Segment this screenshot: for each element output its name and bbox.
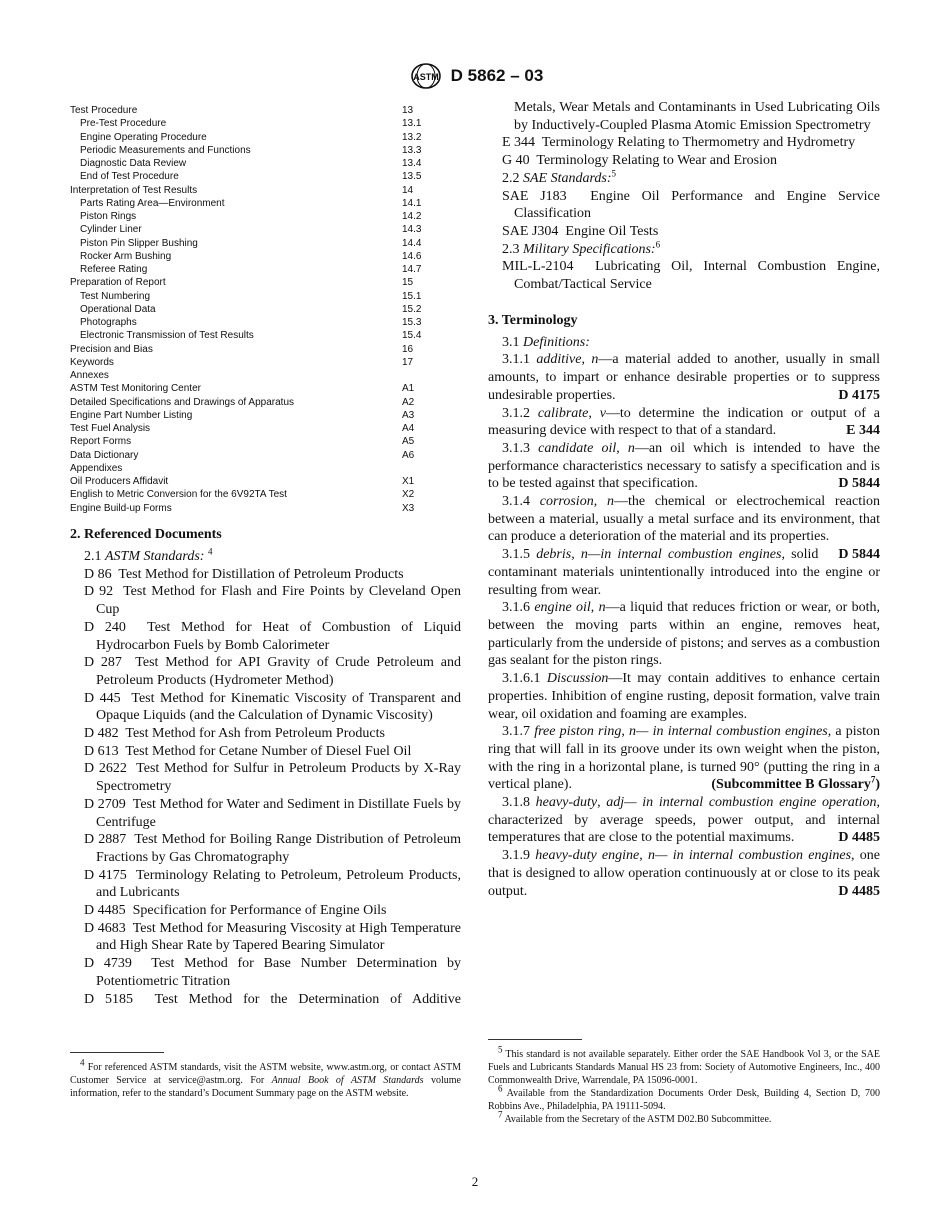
toc-row bbox=[70, 223, 470, 236]
discussion-label: Discussion bbox=[546, 671, 609, 687]
toc-label: Piston Rings bbox=[80, 211, 137, 222]
section-2-heading: 2. Referenced Documents bbox=[70, 527, 222, 542]
toc-section-number: 13.1 bbox=[402, 118, 422, 130]
footnote-4 bbox=[70, 1057, 462, 1100]
definition-paragraph: 3.1.1 additive, n—a material added to another, usually in small amounts, to impart or enhance desirable properties or to suppress undesirable properties. D 4175 bbox=[488, 352, 881, 403]
toc-row bbox=[70, 117, 470, 130]
reference-code: D 4175 bbox=[84, 867, 127, 883]
definition-term: free piston ring bbox=[534, 724, 622, 740]
toc-row bbox=[70, 488, 470, 501]
toc-row bbox=[70, 396, 470, 409]
reference-item bbox=[70, 583, 461, 618]
definition-part-of-speech: n bbox=[627, 440, 635, 456]
toc-section-number: 14.4 bbox=[402, 237, 422, 249]
definition-qualifier: —in internal combustion engines bbox=[587, 547, 782, 563]
reference-title: Test Method for Ash from Petroleum Products bbox=[125, 726, 385, 742]
footnote-italic: Annual Book of ASTM Standards bbox=[271, 1075, 424, 1086]
definition-source bbox=[824, 475, 880, 493]
reference-code: D 482 bbox=[84, 726, 119, 742]
definition-source-label: D 5844 bbox=[838, 476, 880, 492]
toc-label: Test Procedure bbox=[70, 105, 138, 116]
toc-section-number: 14.3 bbox=[402, 224, 422, 236]
reference-item bbox=[70, 654, 461, 689]
reference-title: Test Method for Kinematic Viscosity of Transparent and Opaque Liquids (and the Calculation of Dynamic Viscosity) bbox=[96, 690, 461, 724]
reference-code: D 613 bbox=[84, 743, 119, 759]
reference-item bbox=[70, 902, 461, 920]
footnote-ref-5: 5 bbox=[611, 168, 617, 179]
footnote-area-left bbox=[70, 1052, 461, 1100]
reference-item bbox=[488, 258, 880, 293]
definition-text: , a piston ring that will fall in its groove under its own weight when the piston, with the ring in a horizontal plane, is turned 90° (putting the ring in a vertical plane). bbox=[488, 724, 881, 793]
definition-number: 3.1.6 bbox=[502, 600, 530, 616]
reference-title: Lubricating Oil, Internal Combustion Engine, Combat/Tactical Service bbox=[514, 259, 881, 293]
toc-section-number: X1 bbox=[402, 476, 415, 487]
astm-standards-number: 2.1 bbox=[84, 549, 102, 564]
footnote-divider bbox=[70, 1052, 164, 1053]
toc-row bbox=[70, 462, 470, 475]
astm-standards-title: ASTM Standards: bbox=[105, 549, 205, 564]
reference-code: G 40 bbox=[502, 153, 530, 169]
military-specs-title: Military Specifications: bbox=[523, 241, 656, 257]
page-header bbox=[0, 62, 950, 90]
toc-label: Periodic Measurements and Functions bbox=[80, 144, 251, 156]
reference-item bbox=[70, 566, 461, 584]
definition-source-end: ) bbox=[875, 777, 880, 793]
definition-source-label: D 5844 bbox=[838, 547, 880, 563]
svg-text:ASTM: ASTM bbox=[412, 72, 439, 82]
reference-code: D 4485 bbox=[84, 903, 126, 919]
toc-label: Engine Build-up Forms bbox=[70, 502, 172, 514]
definition-term: candidate oil bbox=[538, 440, 617, 456]
toc-section-number: 13 bbox=[402, 105, 414, 116]
toc-label: Rocker Arm Bushing bbox=[80, 250, 172, 262]
toc-row bbox=[70, 316, 470, 329]
reference-title: Test Method for Heat of Combustion of Liquid Hydrocarbon Fuels by Bomb Calorimeter bbox=[96, 619, 461, 653]
toc-row bbox=[70, 276, 470, 289]
discussion-paragraph bbox=[488, 670, 880, 723]
toc-row bbox=[70, 263, 470, 276]
document-designation: D 5862 – 03 bbox=[450, 66, 544, 85]
toc-section-number: 14.2 bbox=[402, 211, 422, 222]
reference-code: D 92 bbox=[84, 584, 114, 600]
footnote-6 bbox=[488, 1083, 881, 1113]
page-number: 2 bbox=[471, 1174, 479, 1189]
toc-section-number: 15.3 bbox=[402, 317, 422, 328]
toc-section-number: 14.7 bbox=[402, 264, 422, 275]
reference-title: Test Method for Base Number Determination by Potentiometric Titration bbox=[96, 956, 461, 989]
toc-section-number: A5 bbox=[402, 436, 415, 448]
reference-item-continued: Metals, Wear Metals and Contaminants in Used Lubricating Oils by Inductively-Coupled Plasma Atomic Emission Spectrometry bbox=[514, 100, 880, 133]
reference-code: D 5185 bbox=[84, 991, 134, 1007]
toc-label: Preparation of Report bbox=[70, 277, 166, 289]
definition-number: 3.1.2 bbox=[502, 405, 530, 421]
toc-section-number: 13.5 bbox=[402, 171, 422, 183]
reference-title: Terminology Relating to Thermometry and Hydrometry bbox=[541, 135, 856, 151]
toc-label: Engine Operating Procedure bbox=[80, 131, 207, 143]
astm-standards-subheading bbox=[70, 548, 461, 566]
footnote-marker: 7 bbox=[498, 1109, 503, 1120]
definition-term: engine oil bbox=[534, 600, 591, 616]
military-reference-list bbox=[488, 258, 880, 293]
toc-label: Engine Part Number Listing bbox=[70, 409, 193, 421]
toc-label: Interpretation of Test Results bbox=[70, 184, 198, 196]
reference-item bbox=[70, 991, 461, 1009]
toc-label: Precision and Bias bbox=[70, 343, 153, 355]
toc-row bbox=[70, 382, 470, 395]
reference-title: Terminology Relating to Wear and Erosion bbox=[536, 153, 778, 169]
toc-row bbox=[70, 250, 470, 263]
definition-source bbox=[824, 546, 880, 564]
table-of-contents bbox=[70, 104, 470, 515]
definition-source bbox=[824, 883, 880, 901]
reference-code: D 287 bbox=[84, 655, 122, 671]
definition-part-of-speech: n bbox=[580, 547, 588, 563]
reference-code: D 2887 bbox=[84, 832, 127, 848]
toc-section-number: 16 bbox=[402, 343, 414, 355]
definitions-list-continued bbox=[488, 723, 880, 900]
definition-paragraph: 3.1.6 engine oil, n—a liquid that reduces friction or wear, or both, between the moving parts within an engine, removes heat, particularly from the underside of pistons; and serves as a combustion gas sealant for the piston rings. bbox=[488, 600, 880, 669]
reference-title: Test Method for Water and Sediment in Distillate Fuels by Centrifuge bbox=[96, 796, 461, 830]
footnote-marker: 5 bbox=[498, 1044, 503, 1055]
toc-section-number: 14.6 bbox=[402, 250, 422, 262]
definition-text: —a material added to another, usually in small amounts, to impart or enhance desirable properties or to suppress undesirable properties. bbox=[488, 352, 881, 403]
reference-item bbox=[70, 725, 461, 743]
toc-row bbox=[70, 197, 470, 210]
definition-qualifier: — in internal combustion engine operation bbox=[624, 795, 877, 811]
toc-row bbox=[70, 329, 470, 342]
reference-item bbox=[488, 134, 880, 152]
toc-row bbox=[70, 409, 470, 422]
definition-term: heavy-duty bbox=[535, 795, 598, 811]
definition-number: 3.1.1 bbox=[502, 352, 530, 368]
definition-source-label: E 344 bbox=[846, 423, 880, 439]
reference-item bbox=[488, 152, 880, 170]
definition-term: heavy-duty engine bbox=[535, 848, 640, 864]
toc-row bbox=[70, 369, 470, 382]
reference-item bbox=[70, 831, 461, 866]
definitions-number: 3.1 bbox=[502, 334, 520, 350]
definitions-list bbox=[488, 351, 880, 670]
reference-item bbox=[70, 743, 461, 761]
toc-label: Photographs bbox=[80, 317, 137, 328]
definition-source bbox=[824, 387, 880, 405]
reference-title: Test Method for the Determination of Additive bbox=[154, 991, 461, 1007]
reference-code: D 4683 bbox=[84, 920, 126, 936]
toc-row bbox=[70, 237, 470, 250]
footnote-text: volume information, refer to the standard’s Document Summary page on the ASTM website. bbox=[70, 1075, 461, 1099]
discussion-number: 3.1.6.1 bbox=[502, 671, 541, 687]
definition-source bbox=[824, 829, 880, 847]
toc-label: Piston Pin Slipper Bushing bbox=[80, 237, 198, 249]
toc-row bbox=[70, 303, 470, 316]
toc-label: ASTM Test Monitoring Center bbox=[70, 383, 201, 395]
reference-title: Specification for Performance of Engine Oils bbox=[132, 903, 387, 919]
definition-part-of-speech: n bbox=[598, 600, 606, 616]
definition-qualifier: — in internal combustion engines bbox=[636, 724, 828, 740]
definition-number: 3.1.9 bbox=[502, 848, 530, 864]
reference-code: D 86 bbox=[84, 566, 112, 582]
reference-code: D 4739 bbox=[84, 956, 132, 972]
right-column bbox=[488, 99, 881, 1125]
footnote-divider bbox=[488, 1039, 582, 1040]
reference-code: D 2709 bbox=[84, 796, 126, 812]
definition-number: 3.1.8 bbox=[502, 795, 530, 811]
toc-section-number: 13.2 bbox=[402, 131, 422, 143]
toc-label: Operational Data bbox=[80, 303, 156, 315]
sae-reference-list bbox=[488, 188, 880, 241]
toc-row bbox=[70, 184, 470, 197]
toc-row bbox=[70, 502, 470, 515]
reference-code: D 2622 bbox=[84, 761, 127, 777]
definition-part-of-speech: n bbox=[606, 494, 614, 510]
definition-number: 3.1.3 bbox=[502, 440, 530, 456]
definition-text: —the chemical or electrochemical reaction between a material, usually a metal surface and its environment, that can produce a deterioration of the material and its properties. bbox=[488, 494, 881, 545]
toc-row bbox=[70, 290, 470, 303]
toc-row bbox=[70, 449, 470, 462]
toc-row bbox=[70, 210, 470, 223]
military-specs-subheading bbox=[488, 238, 880, 259]
toc-section-number: A6 bbox=[402, 449, 415, 461]
definition-text: , one that is designed to allow operation continuously at or close to its peak output. bbox=[488, 848, 881, 899]
definition-part-of-speech: n bbox=[648, 848, 656, 864]
definition-number: 3.1.5 bbox=[502, 547, 530, 563]
reference-item bbox=[70, 690, 461, 725]
reference-title: Test Method for API Gravity of Crude Petroleum and Petroleum Products (Hydrometer Method) bbox=[96, 655, 461, 688]
definition-source-label: (Subcommittee B Glossary bbox=[711, 777, 871, 793]
footnote-text: Available from the Secretary of the ASTM D02.B0 Subcommittee. bbox=[504, 1114, 772, 1125]
toc-label: Electronic Transmission of Test Results bbox=[80, 330, 254, 342]
definition-term: calibrate bbox=[537, 405, 589, 421]
toc-label: Parts Rating Area—Environment bbox=[80, 197, 225, 209]
sae-standards-subheading bbox=[488, 170, 880, 188]
reference-code: E 344 bbox=[502, 135, 536, 151]
definition-text: —to determine the indication or output of a measuring device with respect to that of a standard. bbox=[488, 405, 880, 439]
definition-paragraph: 3.1.7 free piston ring, n— in internal combustion engines, a piston ring that will fall in its groove under its own weight when the piston, with the ring in a horizontal plane, is turned 90° (putting the ring in a vertical plane). (Subcommittee B Glossary$^7$) bbox=[488, 724, 881, 793]
definition-text: , characterized by average speeds, power output, and internal temperatures that are close to the potential maximums. bbox=[488, 795, 880, 846]
reference-item bbox=[488, 223, 880, 241]
reference-title: Terminology Relating to Petroleum, Petroleum Products, and Lubricants bbox=[96, 867, 461, 901]
footnote-marker: 6 bbox=[498, 1083, 503, 1094]
reference-item bbox=[70, 955, 461, 990]
military-specs-number: 2.3 bbox=[502, 241, 520, 257]
toc-label: Data Dictionary bbox=[70, 449, 139, 461]
definition-term: additive bbox=[536, 352, 582, 368]
reference-title: Engine Oil Performance and Engine Service Classification bbox=[514, 188, 880, 222]
toc-label: Detailed Specifications and Drawings of Apparatus bbox=[70, 396, 295, 408]
toc-label: English to Metric Conversion for the 6V92TA Test bbox=[70, 489, 287, 501]
definition-paragraph: 3.1.5 debris, n—in internal combustion engines, solid contaminant materials unintentionally introduced into the engine or resulting from wear. bbox=[488, 547, 880, 598]
definition-paragraph: 3.1.9 heavy-duty engine, n— in internal combustion engines, one that is designed to allow operation continuously at or close to its peak output. D 4485 bbox=[488, 848, 881, 899]
footnote-area-right bbox=[488, 1039, 880, 1126]
toc-section-number: 13.3 bbox=[402, 144, 422, 156]
left-column bbox=[70, 526, 462, 1099]
discussion-text: —It may contain additives to enhance certain properties. Inhibition of engine rusting, deposit formation, valve train wear, oil oxidation and foaming are examples. bbox=[488, 671, 880, 722]
toc-row bbox=[70, 170, 470, 183]
definition-part-of-speech: n bbox=[629, 724, 637, 740]
reference-title: Test Method for Distillation of Petroleum Products bbox=[118, 566, 404, 582]
reference-item bbox=[70, 796, 461, 831]
toc-section-number: 15.2 bbox=[402, 303, 422, 315]
reference-title: Test Method for Boiling Range Distribution of Petroleum Fractions by Gas Chromatography bbox=[96, 832, 461, 865]
definition-paragraph: 3.1.3 candidate oil, n—an oil which is intended to have the performance characteristics necessary to satisfy a specification and is to be tested against that specification. D 5844 bbox=[488, 440, 880, 492]
footnote-5 bbox=[488, 1044, 880, 1087]
toc-section-number: 14.1 bbox=[402, 197, 422, 209]
toc-row bbox=[70, 157, 470, 170]
toc-row bbox=[70, 343, 470, 356]
reference-code: SAE J304 bbox=[502, 223, 559, 239]
toc-row bbox=[70, 104, 470, 117]
definition-part-of-speech: v bbox=[599, 405, 606, 421]
definition-number: 3.1.7 bbox=[502, 724, 530, 740]
definition-paragraph: 3.1.4 corrosion, n—the chemical or electrochemical reaction between a material, usually a metal surface and its environment, that can produce a deterioration of the material and its properties. D 5844 bbox=[488, 494, 881, 563]
toc-label: Cylinder Liner bbox=[80, 224, 142, 236]
toc-section-number: A3 bbox=[402, 409, 415, 421]
definition-qualifier: — in internal combustion engines bbox=[655, 848, 852, 864]
toc-section-number: A1 bbox=[402, 383, 415, 395]
definition-text: —a liquid that reduces friction or wear, or both, between the moving parts within an engine, removes heat, particularly from the underside of pistons; and serves as a combustion gas sealant for the piston rings. bbox=[488, 600, 880, 669]
toc-label: Keywords bbox=[70, 356, 114, 368]
toc-section-number bbox=[402, 462, 462, 475]
definition-source bbox=[697, 776, 880, 794]
sae-standards-title: SAE Standards: bbox=[523, 170, 612, 186]
definition-term: corrosion bbox=[539, 494, 594, 510]
reference-title: Test Method for Flash and Fire Points by Cleveland Open Cup bbox=[96, 584, 461, 618]
toc-section-number: 13.4 bbox=[402, 158, 422, 169]
reference-item bbox=[488, 188, 880, 223]
reference-code: MIL-L-2104 bbox=[502, 259, 574, 275]
definition-source-label: D 4485 bbox=[838, 883, 880, 899]
toc-section-number: X3 bbox=[402, 502, 415, 514]
toc-row bbox=[70, 144, 470, 157]
definition-part-of-speech: n bbox=[591, 352, 599, 368]
definitions-title: Definitions: bbox=[523, 334, 590, 350]
toc-row bbox=[70, 422, 470, 435]
toc-label: Pre-Test Procedure bbox=[80, 118, 167, 130]
toc-row bbox=[70, 356, 470, 369]
definition-text: —an oil which is intended to have the performance characteristics necessary to satisfy a specification and is to be tested against that specification. bbox=[488, 440, 880, 492]
toc-label: Oil Producers Affidavit bbox=[70, 476, 169, 487]
toc-section-number: A4 bbox=[402, 423, 415, 434]
definition-part-of-speech: adj bbox=[606, 795, 625, 811]
reference-title: Engine Oil Tests bbox=[565, 223, 659, 239]
astm-reference-list bbox=[70, 566, 461, 991]
reference-title: Test Method for Sulfur in Petroleum Products by X-Ray Spectrometry bbox=[96, 761, 461, 795]
reference-title: Test Method for Measuring Viscosity at High Temperature and High Shear Rate by Tapered Bearing Simulator bbox=[96, 920, 461, 954]
section-3-heading: 3. Terminology bbox=[488, 312, 578, 328]
reference-code: D 445 bbox=[84, 690, 121, 706]
definitions-subheading bbox=[488, 334, 880, 352]
toc-section-number: 14 bbox=[402, 184, 414, 196]
footnote-text: This standard is not available separately. Either order the SAE Handbook Vol 3, or the SAE Fuels and Lubricants Standards Manual HS 23 from: Society of Automotive Engineers, Inc., 400 Commonwealth Drive, Warrendale, PA 15096-0001. bbox=[488, 1049, 880, 1086]
definition-text: , solid contaminant materials unintentionally introduced into the engine or resulting from wear. bbox=[488, 547, 880, 598]
footnote-text: Available from the Standardization Documents Order Desk, Building 4, Section D, 700 Robbins Ave., Philadelphia, PA 19111-5094. bbox=[488, 1088, 881, 1112]
reference-code: D 240 bbox=[84, 619, 126, 635]
toc-label: Referee Rating bbox=[80, 264, 148, 275]
footnote-ref-6: 6 bbox=[655, 238, 661, 249]
reference-item bbox=[70, 760, 461, 795]
footnote-text: For referenced ASTM standards, visit the ASTM website, www.astm.org, or contact ASTM Customer Service at service@astm.org. For bbox=[70, 1062, 462, 1086]
definition-term: debris bbox=[536, 547, 572, 563]
definition-paragraph: 3.1.2 calibrate, v—to determine the indication or output of a measuring device with respect to that of a standard. E 344 bbox=[488, 405, 880, 439]
definition-source-label: D 4485 bbox=[838, 830, 880, 846]
astm-logo-icon bbox=[407, 63, 445, 89]
toc-section-number: 15.1 bbox=[402, 290, 422, 302]
toc-section-number: X2 bbox=[402, 489, 415, 501]
toc-label: Report Forms bbox=[70, 436, 132, 448]
footnote-ref-7: 7 bbox=[870, 774, 876, 785]
toc-label: Appendixes bbox=[70, 462, 123, 474]
toc-label: Test Fuel Analysis bbox=[70, 423, 151, 434]
definition-source bbox=[832, 422, 880, 440]
reference-item bbox=[70, 619, 461, 654]
toc-row bbox=[70, 475, 470, 488]
toc-section-number bbox=[402, 369, 462, 382]
toc-section-number: 15 bbox=[402, 277, 414, 289]
footnote-7 bbox=[488, 1109, 880, 1126]
reference-item bbox=[70, 867, 461, 902]
toc-section-number: A2 bbox=[402, 396, 415, 408]
toc-section-number: 15.4 bbox=[402, 330, 422, 342]
toc-label: Diagnostic Data Review bbox=[80, 158, 187, 169]
toc-label: Test Numbering bbox=[80, 290, 151, 302]
sae-standards-number: 2.2 bbox=[502, 170, 520, 186]
toc-label: Annexes bbox=[70, 370, 109, 381]
reference-code: SAE J183 bbox=[502, 188, 567, 204]
toc-row bbox=[70, 435, 470, 448]
reference-item bbox=[70, 920, 461, 955]
reference-title: Test Method for Cetane Number of Diesel Fuel Oil bbox=[125, 743, 412, 759]
definition-number: 3.1.4 bbox=[502, 494, 530, 510]
definition-paragraph: 3.1.8 heavy-duty, adj— in internal combustion engine operation, characterized by average speeds, power output, and internal temperatures that are close to the potential maximums. D 4485 bbox=[488, 795, 880, 846]
definition-source-label: D 4175 bbox=[838, 387, 880, 403]
toc-label: End of Test Procedure bbox=[80, 171, 179, 183]
footnote-marker: 4 bbox=[80, 1057, 85, 1068]
footnote-ref-4: 4 bbox=[207, 546, 213, 557]
toc-row bbox=[70, 131, 470, 144]
toc-section-number: 17 bbox=[402, 356, 414, 368]
